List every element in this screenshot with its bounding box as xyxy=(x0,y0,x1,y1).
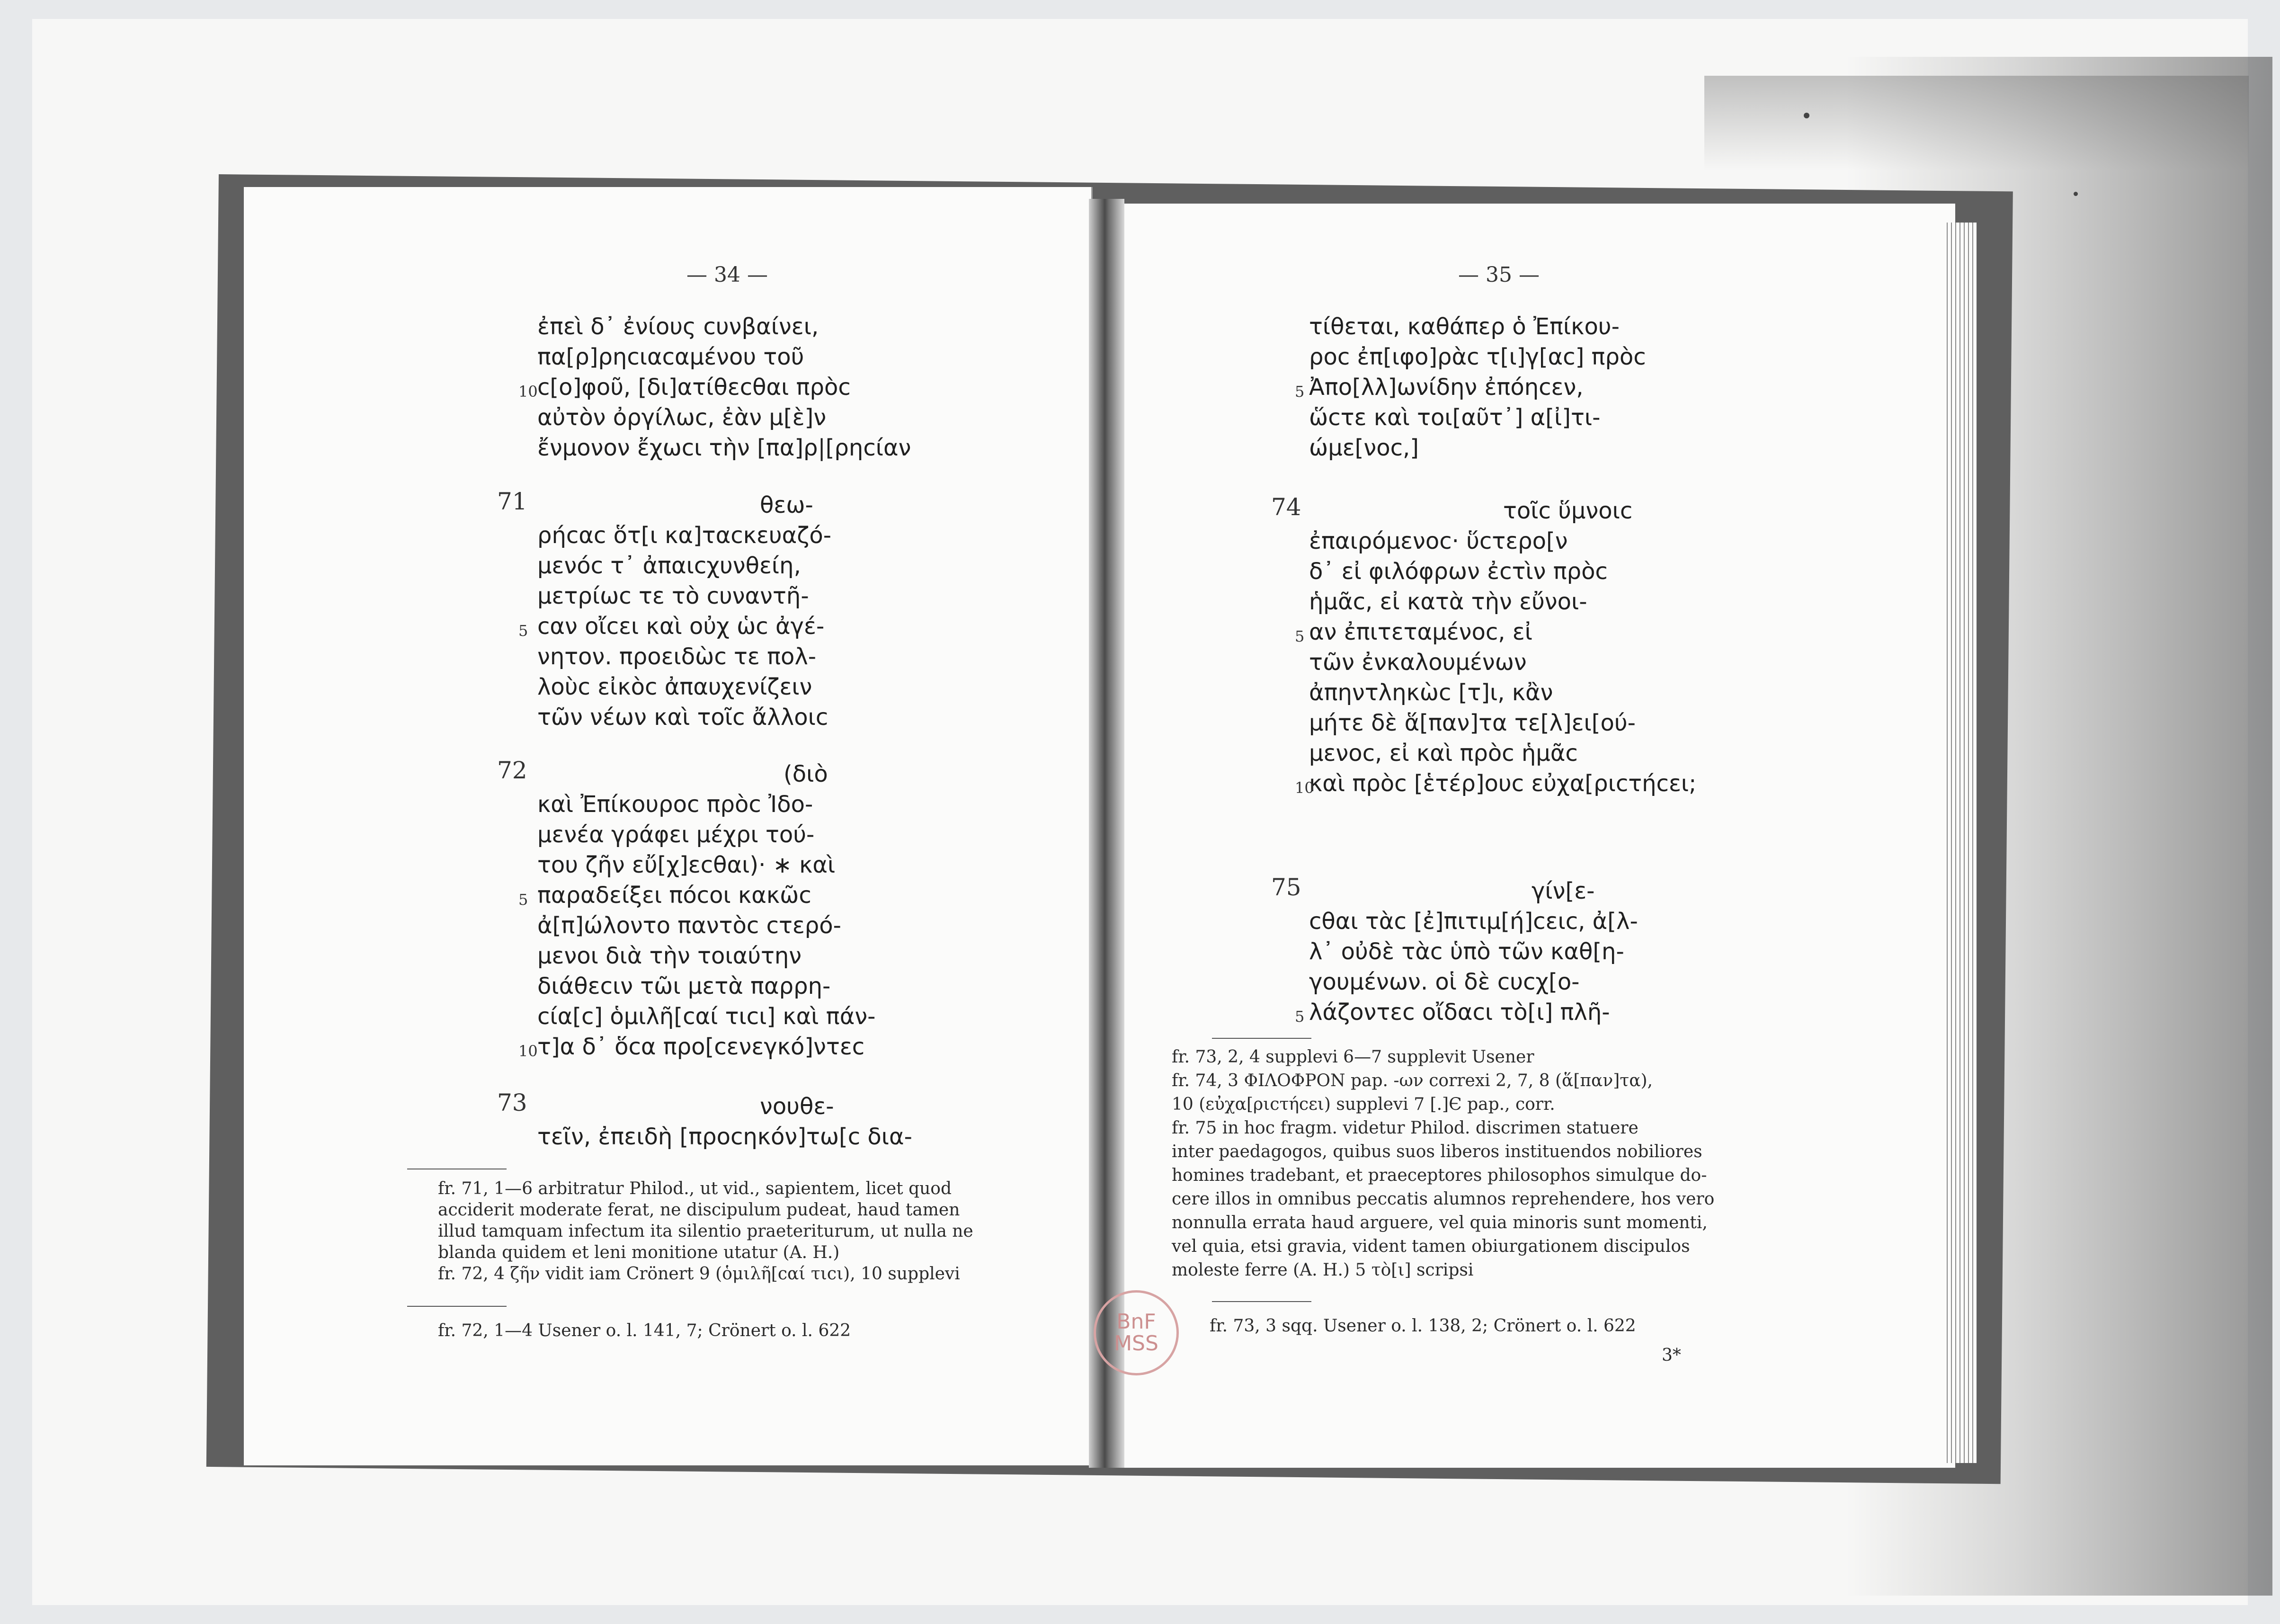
apparatus-line: illud tamquam infectum ita silentio praeteriturum, ut nulla ne xyxy=(438,1222,973,1241)
line-number: 10 xyxy=(518,383,538,401)
text-line: μενοι διὰ τὴν τοιαύτην xyxy=(537,943,802,969)
stamp-line-2: MSS xyxy=(1114,1331,1158,1356)
line-number: 5 xyxy=(1295,383,1305,401)
apparatus-line: fr. 71, 1—6 arbitratur Philod., ut vid., sapientem, licet quod xyxy=(438,1179,952,1198)
stamp-line-1: BnF xyxy=(1116,1310,1156,1334)
text-line: ἀ[π]ώλοντο παντὸϲ ϲτερό- xyxy=(537,912,841,939)
line-number: 10 xyxy=(518,1042,538,1060)
text-line: ἀπηντληκὼϲ [τ]ι, κἂν xyxy=(1309,679,1553,706)
text-line: νουθε- xyxy=(760,1093,834,1120)
apparatus-line: acciderit moderate ferat, ne discipulum pudeat, haud tamen xyxy=(438,1200,960,1220)
text-line: μενοϲ, εἰ καὶ πρὸϲ ἡμᾶϲ xyxy=(1309,740,1578,767)
text-line: μήτε δὲ ἅ[παν]τα τε[λ]ει[ού- xyxy=(1309,710,1636,736)
text-line: μενόϲ τ᾽ ἀπαιϲχυνθείη, xyxy=(537,553,801,579)
text-line: γουμένων. οἱ δὲ ϲυϲχ[ο- xyxy=(1309,969,1580,995)
text-line: ἐπαιρόμενοϲ· ὕϲτερο[ν xyxy=(1309,528,1568,554)
line-number: 5 xyxy=(518,622,528,640)
apparatus-line: vel quia, etsi gravia, vident tamen obiurgationem discipulos xyxy=(1172,1237,1690,1256)
text-line: ρήϲαϲ ὅτ[ι κα]ταϲκευαζό- xyxy=(537,522,832,549)
text-line: διάθεϲιν τῶι μετὰ παρρη- xyxy=(537,973,831,999)
apparatus-line: fr. 75 in hoc fragm. videtur Philod. discrimen statuere xyxy=(1172,1118,1639,1138)
text-line: (διὸ xyxy=(784,761,828,787)
text-line: τῶν ἐνκαλουμένων xyxy=(1309,649,1527,676)
apparatus-line: fr. 73, 2, 4 supplevi 6—7 supplevit Usener xyxy=(1172,1047,1534,1067)
text-line: ροϲ ἐπ[ιφο]ρὰϲ τ[ι]γ[αϲ] πρὸϲ xyxy=(1309,344,1646,370)
testimonia-rule xyxy=(407,1306,507,1307)
apparatus-line: blanda quidem et leni monitione utatur (A. H.) xyxy=(438,1243,840,1262)
text-line: αν ἐπιτεταμένοϲ, εἰ xyxy=(1309,619,1532,645)
text-line: Ἀπο[λλ]ωνίδην ἐπόηϲεν, xyxy=(1309,374,1584,401)
right-folio: — 35 — xyxy=(1458,263,1540,287)
text-line: ἡμᾶϲ, εἰ κατὰ τὴν εὔνοι- xyxy=(1309,589,1587,615)
text-line: ὥϲτε καὶ τοι[αῦτ᾽] α[ἰ]τι- xyxy=(1309,404,1601,431)
apparatus-line: 10 (εὐχα[ριϲτήϲει) supplevi 7 [.]Є pap., corr. xyxy=(1172,1095,1555,1114)
book-gutter xyxy=(1089,199,1124,1468)
library-stamp xyxy=(1094,1290,1179,1375)
text-line: τίθεται, καθάπερ ὁ Ἐπίκου- xyxy=(1309,313,1620,340)
text-line: τεῖν, ἐπειδὴ [προϲηκόν]τω[ϲ δια- xyxy=(537,1124,912,1150)
text-line: ἔνμονον ἔχωϲι τὴν [πα]ρ|[ρηϲίαν xyxy=(537,435,911,461)
apparatus-line: fr. 72, 4 ζῆν vidit iam Crönert 9 (ὁμιλῆ[ϲαί τιϲι), 10 supplevi xyxy=(438,1264,960,1284)
text-line: αὐτὸν ὀργίλωϲ, ἐὰν μ[ὲ]ν xyxy=(537,404,827,431)
fragment-number-75: 75 xyxy=(1271,874,1301,901)
text-line: νητον. προειδὼϲ τε πολ- xyxy=(537,643,817,670)
fragment-number-74: 74 xyxy=(1271,493,1301,521)
text-line: πα[ρ]ρηϲιαϲαμένου τοῦ xyxy=(537,344,804,370)
text-line: ϲθαι τὰϲ [ἐ]πιτιμ[ή]ϲειϲ, ἀ[λ- xyxy=(1309,908,1638,935)
text-line: καὶ Ἐπίκουροϲ πρὸϲ Ἰδο- xyxy=(537,791,813,818)
line-number: 5 xyxy=(518,891,528,909)
text-line: δ᾽ εἰ φιλόφρων ἐϲτὶν πρὸϲ xyxy=(1309,558,1608,585)
text-line: λάζοντεϲ οἴδαϲι τὸ[ι] πλῆ- xyxy=(1309,999,1610,1026)
line-number: 5 xyxy=(1295,627,1305,645)
apparatus-line: cere illos in omnibus peccatis alumnos reprehendere, hos vero xyxy=(1172,1189,1715,1209)
left-folio: — 34 — xyxy=(686,263,768,287)
text-line: του ζῆν εὔ[χ]εϲθαι)· ∗ καὶ xyxy=(537,852,836,878)
page-edges xyxy=(1943,223,1977,1463)
text-line: ἐπεὶ δ᾽ ἐνίους ϲυνβαίνει, xyxy=(537,313,819,340)
text-line: παραδείξει πόϲοι κακῶϲ xyxy=(537,882,811,909)
text-line: λοὺϲ εἰκὸϲ ἀπαυχενίζειν xyxy=(537,674,812,700)
text-line: μετρίωϲ τε τὸ ϲυναντῆ- xyxy=(537,583,809,609)
text-line: λ᾽ οὐδὲ τὰϲ ὑπὸ τῶν καθ[η- xyxy=(1309,938,1624,965)
testimonia-rule xyxy=(1212,1301,1311,1302)
text-line: καὶ πρὸϲ [ἑτέρ]ουϲ εὐχα[ριϲτήϲει; xyxy=(1309,770,1697,797)
apparatus-line: moleste ferre (A. H.) 5 τὸ[ι] scripsi xyxy=(1172,1260,1474,1280)
text-line: τῶν νέων καὶ τοῖϲ ἄλλοιϲ xyxy=(537,704,828,731)
fragment-number-71: 71 xyxy=(497,488,527,515)
line-number: 10 xyxy=(1295,779,1314,797)
fragment-number-73: 73 xyxy=(497,1089,527,1116)
text-line: ώμε[νοϲ,] xyxy=(1309,435,1419,461)
signature-mark: 3* xyxy=(1662,1346,1681,1365)
apparatus-line: fr. 74, 3 ΦΙΛΟΦΡΟΝ pap. -ων correxi 2, 7, 8 (ἅ[παν]τα), xyxy=(1172,1071,1653,1090)
text-line: τοῖϲ ὕμνοιϲ xyxy=(1503,498,1633,524)
left-testimonia: fr. 72, 1—4 Usener o. l. 141, 7; Crönert o. l. 622 xyxy=(438,1321,851,1340)
right-testimonia: fr. 73, 3 sqq. Usener o. l. 138, 2; Crönert o. l. 622 xyxy=(1210,1316,1636,1336)
text-line: γίν[ε- xyxy=(1532,878,1595,904)
apparatus-line: inter paedagogos, quibus suos liberos instituendos nobiliores xyxy=(1172,1142,1702,1161)
fragment-number-72: 72 xyxy=(497,757,527,784)
notes-rule xyxy=(1212,1038,1311,1039)
line-number: 5 xyxy=(1295,1008,1305,1026)
text-line: θεω- xyxy=(760,492,813,518)
text-line: ϲ[ο]φοῦ, [δι]ατίθεϲθαι πρὸϲ xyxy=(537,374,851,401)
text-line: τ]α δ᾽ ὅϲα προ[ϲενεγκό]ντεϲ xyxy=(537,1034,865,1060)
text-line: μενέα γράφει μέχρι τού- xyxy=(537,821,815,848)
apparatus-line: nonnulla errata haud arguere, vel quia minoris sunt momenti, xyxy=(1172,1213,1708,1232)
dust-speck xyxy=(1804,113,1809,118)
text-line: ϲαν οἴϲει καὶ οὐχ ὡϲ ἀγέ- xyxy=(537,613,825,640)
apparatus-line: homines tradebant, et praeceptores philosophos simulque do- xyxy=(1172,1166,1707,1185)
photo-shadow-top xyxy=(1704,76,2249,170)
text-line: ϲία[ϲ] ὁμιλῆ[ϲαί τιϲι] καὶ πάν- xyxy=(537,1003,876,1030)
dust-speck xyxy=(2074,192,2078,196)
